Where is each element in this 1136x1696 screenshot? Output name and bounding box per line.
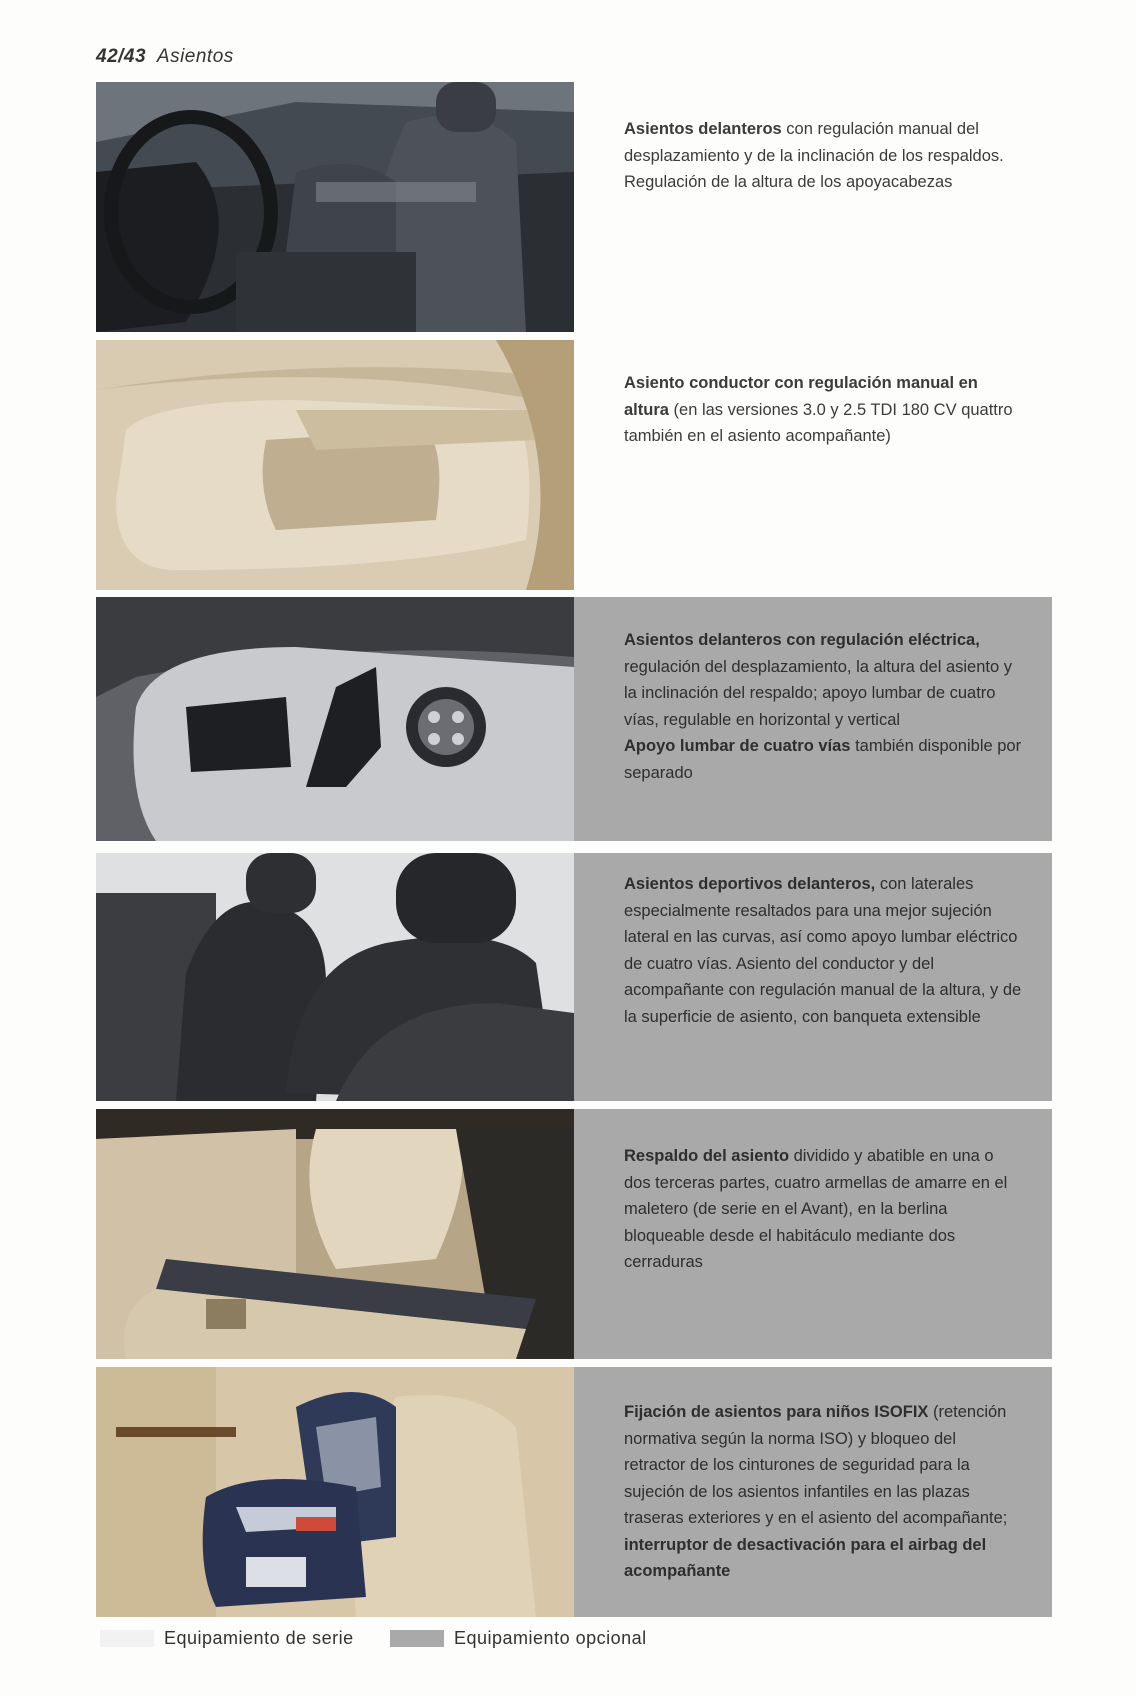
feature-row-3 — [96, 597, 1052, 841]
feature-text-6 — [574, 1367, 1052, 1617]
feature-description — [624, 370, 1022, 450]
feature-row-6 — [96, 1367, 1052, 1617]
front-seats-manual-photo — [96, 82, 574, 332]
electric-seat-controls-photo — [96, 597, 574, 841]
feature-text: (retención normativa según la norma ISO) y bloqueo del retractor de los cinturones de seguridad para la sujeción de los asientos infantiles en las plazas traseras exteriores y en el asiento del acompañante; — [624, 1403, 1008, 1527]
feature-row-2 — [96, 340, 1052, 590]
feature-row-1 — [96, 82, 1052, 332]
feature-description — [624, 871, 1022, 1030]
feature-text: (en las versiones 3.0 y 2.5 TDI 180 CV quattro también en el asiento acompañante) — [624, 400, 1013, 445]
feature-heading: Asientos deportivos delanteros, — [624, 875, 876, 893]
feature-heading: Asientos delanteros — [624, 120, 782, 138]
section-title: Asientos — [156, 46, 234, 67]
feature-description — [624, 1143, 1022, 1276]
feature-description — [624, 627, 1022, 786]
feature-text-3 — [574, 597, 1052, 841]
feature-row-5 — [96, 1109, 1052, 1359]
feature-description — [624, 116, 1022, 196]
feature-text-1 — [574, 82, 1052, 332]
isofix-child-seat-photo — [96, 1367, 574, 1617]
page-numbers: 42/43 — [96, 46, 147, 67]
driver-seat-height-lever-photo — [96, 340, 574, 590]
feature-description — [624, 1399, 1022, 1585]
feature-heading: Fijación de asientos para niños ISOFIX — [624, 1403, 929, 1421]
standard-equipment-label: Equipamiento de serie — [164, 1628, 354, 1648]
feature-text-4 — [574, 853, 1052, 1101]
feature-text: también disponible por separado — [624, 737, 1022, 782]
feature-text: regulación del desplazamiento, la altura del asiento y la inclinación del respaldo; apoyo lumbar de cuatro vías, regulable en horizontal y vertical — [624, 657, 1012, 729]
sport-seats-photo — [96, 853, 574, 1101]
feature-text-2 — [574, 340, 1052, 590]
feature-heading: Apoyo lumbar de cuatro vías — [624, 737, 851, 755]
feature-text: dividido y abatible en una o dos terceras partes, cuatro armellas de amarre en el maletero (de serie en el Avant), en la berlina bloqueable desde el habitáculo mediante dos cerraduras — [624, 1147, 1008, 1271]
feature-heading: Asiento conductor con regulación manual en altura — [624, 374, 978, 419]
feature-heading: Respaldo del asiento — [624, 1147, 790, 1165]
feature-row-4 — [96, 853, 1052, 1101]
optional-swatch — [390, 1630, 444, 1647]
optional-equipment-label: Equipamiento opcional — [454, 1628, 647, 1648]
feature-heading: interruptor de desactivación para el airbag del acompañante — [624, 1535, 987, 1580]
split-folding-rear-seat-photo — [96, 1109, 574, 1359]
feature-text-5 — [574, 1109, 1052, 1359]
page-header — [96, 46, 234, 68]
standard-swatch — [100, 1630, 154, 1647]
feature-text: con regulación manual del desplazamiento y de la inclinación de los respaldos. Regulación de la altura de los apoyacabezas — [624, 120, 1004, 191]
feature-heading: Asientos delanteros con regulación eléctrica, — [624, 631, 980, 649]
feature-text: con laterales especialmente resaltados para una mejor sujeción lateral en las curvas, así como apoyo lumbar eléctrico de cuatro vías. Asiento del conductor y del acompañante con regulación manual de la altura, y de la superficie de asiento, con banqueta extensible — [624, 875, 1022, 1026]
